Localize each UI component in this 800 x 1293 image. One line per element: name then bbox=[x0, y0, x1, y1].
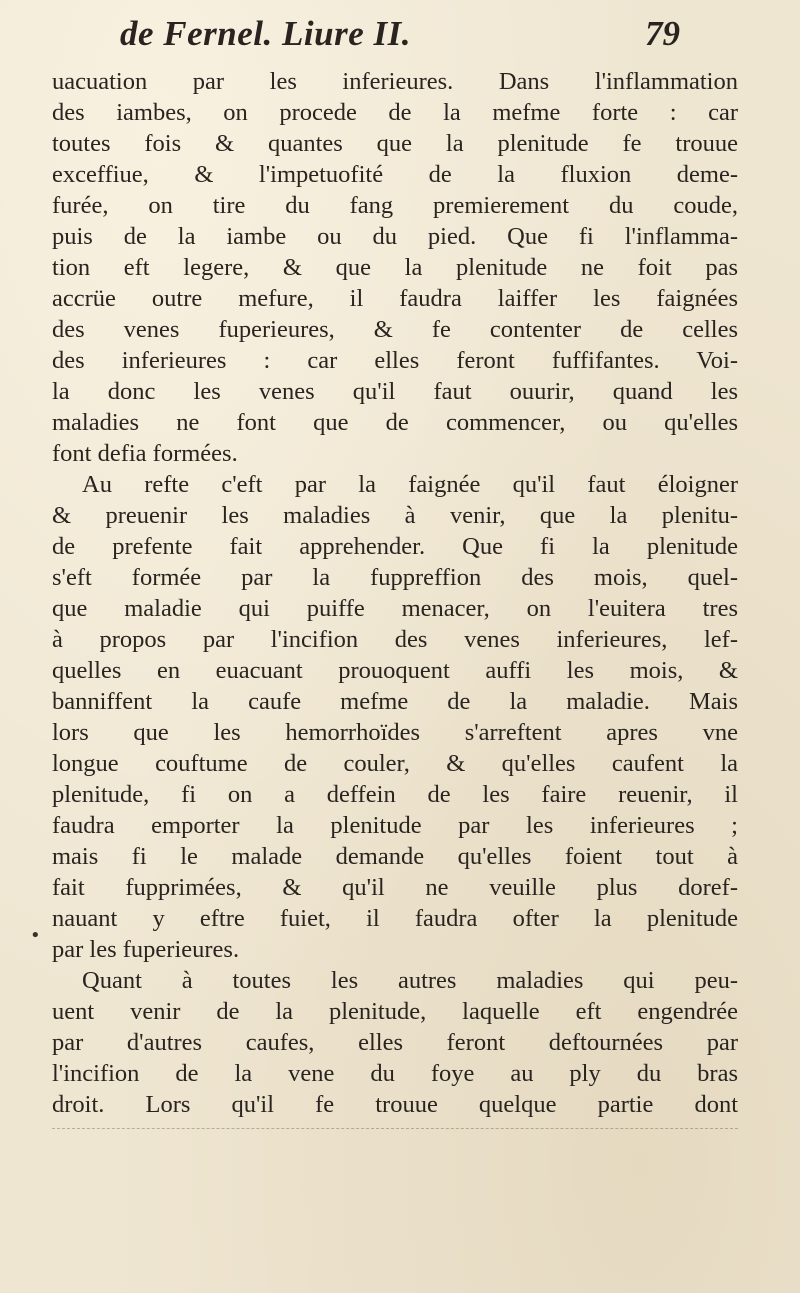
body-text bbox=[52, 66, 738, 1120]
text-line: par les fuperieures. bbox=[52, 936, 240, 963]
text-line: plenitude, fi on a deffein de les faire reuenir, il bbox=[52, 781, 738, 808]
text-line: maladies ne font que de commencer, ou qu'elles bbox=[52, 409, 738, 436]
text-line: à propos par l'incifion des venes inferieures, lef- bbox=[52, 626, 738, 653]
text-line: quelles en euacuant prouoquent auffi les mois, & bbox=[52, 657, 738, 684]
page-number: 79 bbox=[645, 14, 680, 53]
text-line: furée, on tire du fang premierement du coude, bbox=[52, 192, 738, 219]
margin-mark: • bbox=[30, 925, 41, 946]
running-head bbox=[120, 14, 680, 64]
text-line: font defia formées. bbox=[52, 440, 238, 467]
text-line: tion eft legere, & que la plenitude ne foit pas bbox=[52, 254, 738, 281]
text-line: des iambes, on procede de la mefme forte : car bbox=[52, 99, 738, 126]
running-head-title: de Fernel. Liure II. bbox=[120, 14, 411, 53]
text-line: des inferieures : car elles feront fuffifantes. Voi- bbox=[52, 347, 738, 374]
text-line: banniffent la caufe mefme de la maladie. Mais bbox=[52, 688, 738, 715]
text-line: l'incifion de la vene du foye au ply du bras bbox=[52, 1060, 738, 1087]
text-line: & preuenir les maladies à venir, que la plenitu- bbox=[52, 502, 738, 529]
text-line: puis de la iambe ou du pied. Que fi l'inflamma- bbox=[52, 223, 738, 250]
bottom-rule bbox=[52, 1128, 738, 1139]
text-line: s'eft formée par la fuppreffion des mois, quel- bbox=[52, 564, 738, 591]
text-line: droit. Lors qu'il fe trouue quelque partie dont bbox=[52, 1091, 738, 1118]
text-line: exceffiue, & l'impetuofité de la fluxion deme- bbox=[52, 161, 738, 188]
text-line: la donc les venes qu'il faut ouurir, quand les bbox=[52, 378, 738, 405]
text-line: fait fupprimées, & qu'il ne veuille plus doref- bbox=[52, 874, 738, 901]
text-line: nauant y eftre fuiet, il faudra ofter la plenitude bbox=[52, 905, 738, 932]
text-line: Au refte c'eft par la faignée qu'il faut éloigner bbox=[82, 471, 738, 498]
text-line: toutes fois & quantes que la plenitude fe trouue bbox=[52, 130, 738, 157]
text-line: mais fi le malade demande qu'elles foient tout à bbox=[52, 843, 738, 870]
text-line: lors que les hemorrhoïdes s'arreftent apres vne bbox=[52, 719, 738, 746]
text-line: Quant à toutes les autres maladies qui peu- bbox=[82, 967, 738, 994]
text-line: accrüe outre mefure, il faudra laiffer les faignées bbox=[52, 285, 738, 312]
text-line: uent venir de la plenitude, laquelle eft engendrée bbox=[52, 998, 738, 1025]
text-line: des venes fuperieures, & fe contenter de celles bbox=[52, 316, 738, 343]
text-line: longue couftume de couler, & qu'elles caufent la bbox=[52, 750, 738, 777]
text-line: que maladie qui puiffe menacer, on l'euitera tres bbox=[52, 595, 738, 622]
text-line: par d'autres caufes, elles feront deftournées par bbox=[52, 1029, 738, 1056]
text-line: de prefente fait apprehender. Que fi la plenitude bbox=[52, 533, 738, 560]
text-line: uacuation par les inferieures. Dans l'inflammation bbox=[52, 68, 738, 95]
text-line: faudra emporter la plenitude par les inferieures ; bbox=[52, 812, 738, 839]
